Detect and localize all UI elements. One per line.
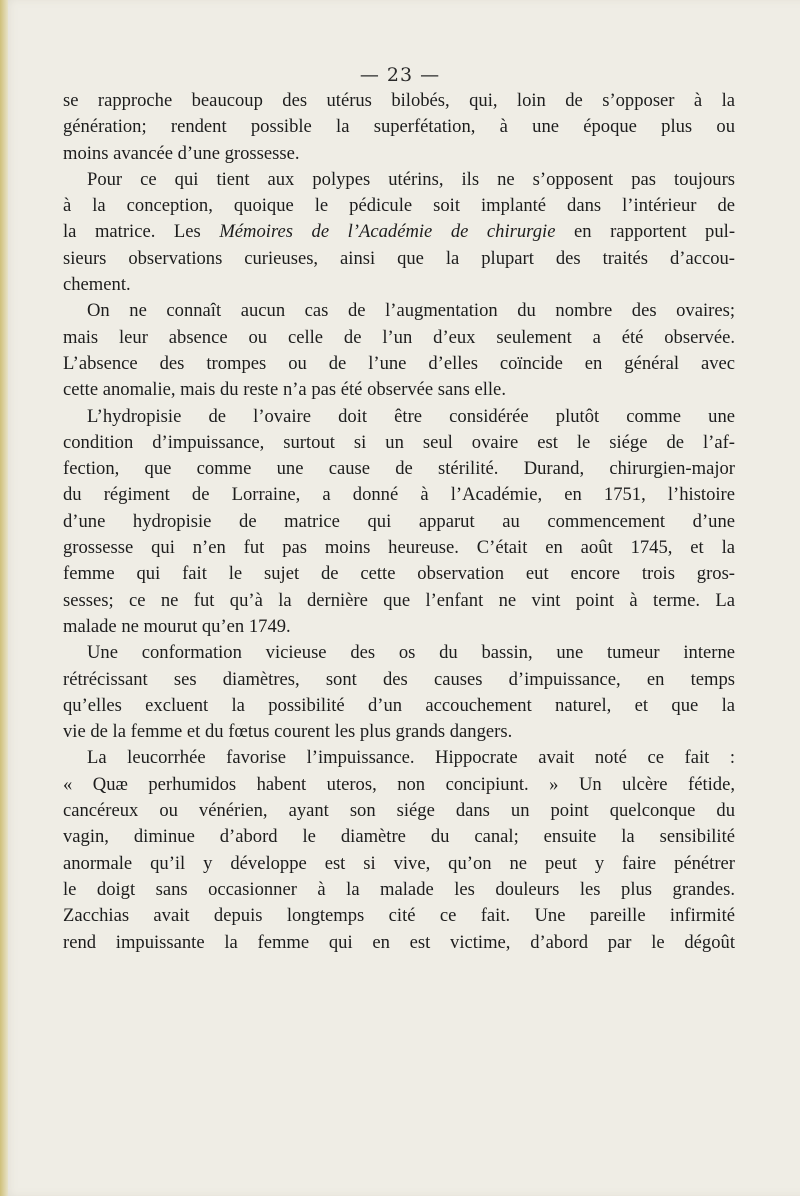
- text-line: rétrécissant ses diamètres, sont des causes d’impuissance, en temps: [63, 668, 735, 690]
- text-line: condition d’impuissance, surtout si un seul ovaire est le siége de l’af-: [63, 431, 735, 453]
- body-text: [63, 88, 735, 956]
- text-line: moins avancée d’une grossesse.: [63, 142, 300, 164]
- text-line: « Quæ perhumidos habent uteros, non concipiunt. » Un ulcère fétide,: [63, 773, 735, 795]
- text-line: le doigt sans occasionner à la malade les douleurs les plus grandes.: [63, 878, 735, 900]
- text-line: vagin, diminue d’abord le diamètre du canal; ensuite la sensibilité: [63, 826, 735, 848]
- paragraph: [63, 298, 735, 403]
- text-segment: en rapportent pul-: [555, 221, 736, 243]
- page-number: — 23 —: [359, 64, 441, 86]
- text-line: femme qui fait le sujet de cette observation eut encore trois gros-: [63, 563, 735, 585]
- paragraph: [63, 640, 735, 745]
- text-line: Pour ce qui tient aux polypes utérins, ils ne s’opposent pas toujours: [87, 168, 735, 190]
- paragraph: [63, 404, 735, 641]
- text-line: chement.: [63, 274, 131, 296]
- text-line: qu’elles excluent la possibilité d’un accouchement naturel, et que la: [63, 694, 735, 716]
- text-line: L’hydropisie de l’ovaire doit être considérée plutôt comme une: [87, 405, 735, 427]
- text-line: d’une hydropisie de matrice qui apparut au commencement d’une: [63, 510, 735, 532]
- text-line: On ne connaît aucun cas de l’augmentation du nombre des ovaires;: [87, 300, 735, 322]
- text-line: génération; rendent possible la superfétation, à une époque plus ou: [63, 116, 735, 138]
- text-line: fection, que comme une cause de stérilité. Durand, chirurgien-major: [63, 458, 735, 480]
- text-line: [63, 219, 735, 245]
- italic-title: Mémoires de l’Académie de chirurgie: [219, 221, 556, 243]
- text-line: sesses; ce ne fut qu’à la dernière que l’enfant ne vint point à terme. La: [63, 589, 735, 611]
- text-line: mais leur absence ou celle de l’un d’eux seulement a été observée.: [63, 326, 735, 348]
- text-line: du régiment de Lorraine, a donné à l’Académie, en 1751, l’histoire: [63, 484, 735, 506]
- text-line: se rapproche beaucoup des utérus bilobés, qui, loin de s’opposer à la: [63, 90, 735, 111]
- text-line: L’absence des trompes ou de l’une d’elles coïncide en général avec: [63, 352, 735, 374]
- text-line: rend impuissante la femme qui en est victime, d’abord par le dégoût: [63, 931, 735, 953]
- page-edge: [0, 0, 8, 1196]
- text-line: grossesse qui n’en fut pas moins heureuse. C’était en août 1745, et la: [63, 537, 735, 559]
- text-line: Zacchias avait depuis longtemps cité ce fait. Une pareille infirmité: [63, 905, 735, 927]
- text-line: sieurs observations curieuses, ainsi que la plupart des traités d’accou-: [63, 247, 735, 269]
- text-line: anormale qu’il y développe est si vive, qu’on ne peut y faire pénétrer: [63, 852, 735, 874]
- paragraph: [63, 167, 735, 298]
- text-line: Une conformation vicieuse des os du bassin, une tumeur interne: [87, 642, 735, 664]
- text-line: à la conception, quoique le pédicule soit implanté dans l’intérieur de: [63, 195, 735, 217]
- text-line: cette anomalie, mais du reste n’a pas été observée sans elle.: [63, 379, 506, 401]
- paragraph: [63, 88, 735, 167]
- text-line: cancéreux ou vénérien, ayant son siége dans un point quelconque du: [63, 800, 735, 822]
- text-line: La leucorrhée favorise l’impuissance. Hippocrate avait noté ce fait :: [87, 747, 735, 769]
- text-line: vie de la femme et du fœtus courent les plus grands dangers.: [63, 721, 513, 743]
- text-line: malade ne mourut qu’en 1749.: [63, 615, 291, 637]
- text-segment: la matrice. Les: [63, 221, 220, 243]
- paragraph: [63, 745, 735, 955]
